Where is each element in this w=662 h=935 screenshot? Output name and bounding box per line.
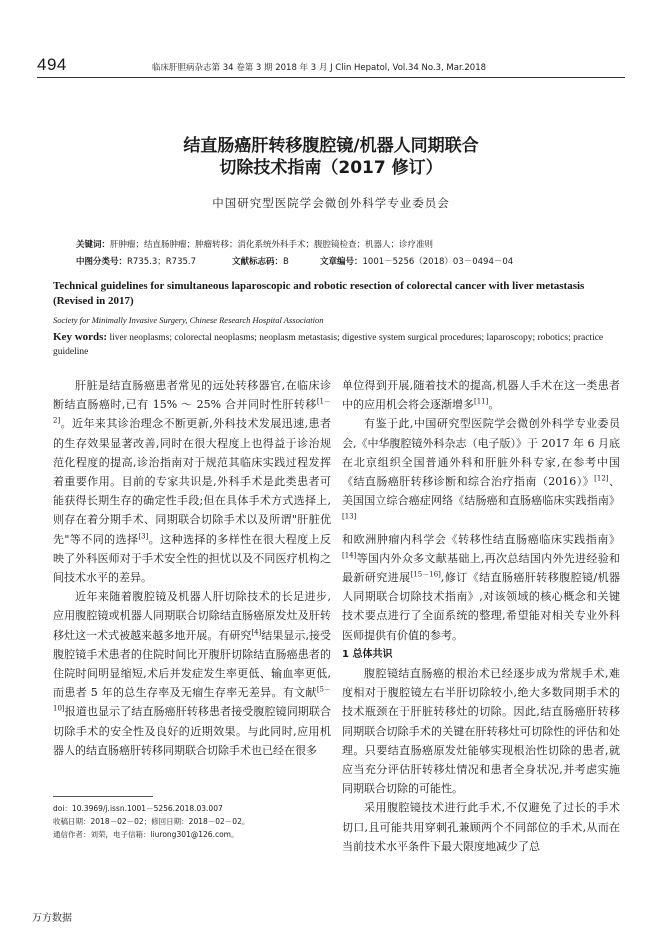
paragraph: 有鉴于此,中国研究型医院学会微创外科学专业委员会,《中华腹腔镜外科杂志（电子版）》于 2017 年 6 月底在北京组织全国普通外科和肝脏外科专家,在参考中国《结直肠癌肝转移诊断和综合治疗指南（2016）》[12]、美国国立综合癌症网络《结肠癌和直肠癌临床实践指南》[13]和欧洲肿瘤内科学会《转移性结直肠癌临床实践指南》[14]等国内外众多文献基础上,再次总结国内外先进经验和最新研究进展[15－16],修订《结直肠癌肝转移腹腔镜/机器人同期联合切除技术指南》,对该领域的核心概念和关键技术要点进行了全面系统的整理,希望能对相关专业外科医师提供有价值的参考。 [342, 417, 621, 642]
received-dates: 收稿日期：2018－02－02；修回日期：2018－02－02。 [53, 817, 250, 826]
body-column-left [53, 376, 331, 760]
doc-code-value: B [283, 257, 289, 267]
en-keywords-value: liver neoplasms; colorectal neoplasms; neoplasm metastasis; digestive system surgical procedures; laparoscopy; robotics; practice guideline [53, 333, 604, 357]
keywords-value: 肝肿瘤；结直肠肿瘤；肿瘤转移；消化系统外科手术；腹腔镜检查；机器人；诊疗准则 [110, 240, 434, 250]
citation[interactable]: [4] [251, 627, 262, 636]
footnotes [53, 802, 249, 841]
english-organization: Society for Minimally Invasive Surgery, Chinese Research Hospital Association [53, 315, 324, 325]
article-authors: 中国研究型医院学会微创外科学专业委员会 [212, 196, 450, 210]
paragraph: 采用腹腔镜技术进行此手术,不仅避免了过长的手术切口,且可能共用穿刺孔兼顾两个不同部位的手术,从而在当前技术水平条件下最大限度地减少了总 [342, 801, 620, 853]
clc-value: R735.3；R735.7 [127, 257, 196, 267]
keywords-label: 关键词： [76, 240, 111, 250]
article-title-line-2: 切除技术指南（2017 修订） [219, 158, 443, 178]
citation[interactable]: [12] [594, 474, 609, 483]
article-title-line-1: 结直肠癌肝转移腹腔镜/机器人同期联合 [183, 136, 479, 156]
clc-number [76, 255, 196, 267]
citation[interactable]: [1－2] [53, 397, 331, 425]
footnote-rule [53, 796, 153, 797]
citation[interactable]: [13] [342, 512, 357, 521]
keywords-cn [76, 238, 433, 250]
clc-label: 中图分类号： [76, 257, 128, 267]
paragraph: 近年来随着腹腔镜及机器人肝切除技术的长足进步,应用腹腔镜或机器人同期联合切除结直肠癌原发灶及肝转移灶这一术式被越来越多地开展。有研究[4]结果显示,接受腹腔镜手术患者的住院时间比开腹肝切除结直肠癌患者的住院时间明显缩短,术后并发症发生率更低、输血率更低,而患者 5 年的总生存率及无瘤生存率无差异。有文献[5－10]报道也显示了结直肠癌肝转移患者接受腹腔镜同期联合切除手术的安全性及良好的近期效果。与此同时,应用机器人的结直肠癌肝转移同期联合切除手术也已经在很多 [53, 590, 332, 757]
citation[interactable]: [3] [138, 531, 149, 540]
paragraph: 肝脏是结直肠癌患者常见的远处转移器官,在临床诊断结直肠癌时,已有 15% ～ 25% 合并同时性肝转移[1－2]。近年来其诊治理念不断更新,外科技术发展迅速,患者的生存效果显著改善,同时在很大程度上也得益于诊治规范化程度的提高,诊治指南对于规范其临床实践过程发挥着重要作用。目前的专家共识是,外科手术是此类患者可能获得长期生存的确定性手段;但在具体手术方式选择上,则存在着分期手术、同期联合切除手术以及所谓"肝脏优先"等不同的选择[3]。这种选择的多样性在很大程度上反映了外科医师对于手术安全性的担忧以及不同医疗机构之间技术水平的差异。 [53, 379, 332, 585]
article-no-value: 1001－5256（2018）03－0494－04 [362, 257, 514, 267]
corresponding-author: 通信作者：刘荣，电子信箱：liurong301@126.com。 [53, 830, 239, 839]
header-rule [37, 77, 625, 78]
citation[interactable]: [5－10] [53, 685, 331, 713]
watermark-text: 万方数据 [32, 913, 72, 924]
citation[interactable]: [15－16] [410, 570, 441, 579]
english-keywords [53, 330, 613, 359]
article-no-label: 文章编号： [320, 257, 363, 267]
body-column-right [342, 376, 620, 856]
journal-running-header: 临床肝胆病杂志第 34 卷第 3 期 2018 年 3 月 J Clin Hepatol, Vol.34 No.3, Mar.2018 [152, 63, 487, 73]
doc-code-label: 文献标志码： [232, 257, 284, 267]
citation[interactable]: [14] [342, 551, 357, 560]
paragraph: 单位得到开展,随着技术的提高,机器人手术在这一类患者中的应用机会将会逐渐增多[11]。 [342, 379, 620, 412]
page-number: 494 [37, 55, 67, 74]
citation[interactable]: [11] [474, 397, 489, 406]
article-number [320, 255, 513, 267]
english-title: Technical guidelines for simultaneous laparoscopic and robotic resection of colorectal cancer with liver metastasis (Revised in 2017) [53, 280, 585, 307]
en-keywords-label: Key words: [53, 331, 108, 343]
paragraph: 腹腔镜结直肠癌的根治术已经逐步成为常规手术,难度相对于腹腔镜左右半肝切除较小,绝大多数同期手术的技术瓶颈在于肝脏转移灶的切除。因此,结直肠癌肝转移同期联合切除手术的关键在肝转移灶可切除性的评估和处理。只要结直肠癌原发灶能够实现根治性切除的患者,就应当充分评估肝转移灶情况和患者全身状况,并考虑实施同期联合切除的可能性。 [342, 667, 620, 796]
doi[interactable]: doi：10.3969/j.issn.1001－5256.2018.03.007 [53, 804, 223, 813]
document-code [232, 255, 289, 267]
section-heading: 1 总体共识 [342, 648, 393, 660]
